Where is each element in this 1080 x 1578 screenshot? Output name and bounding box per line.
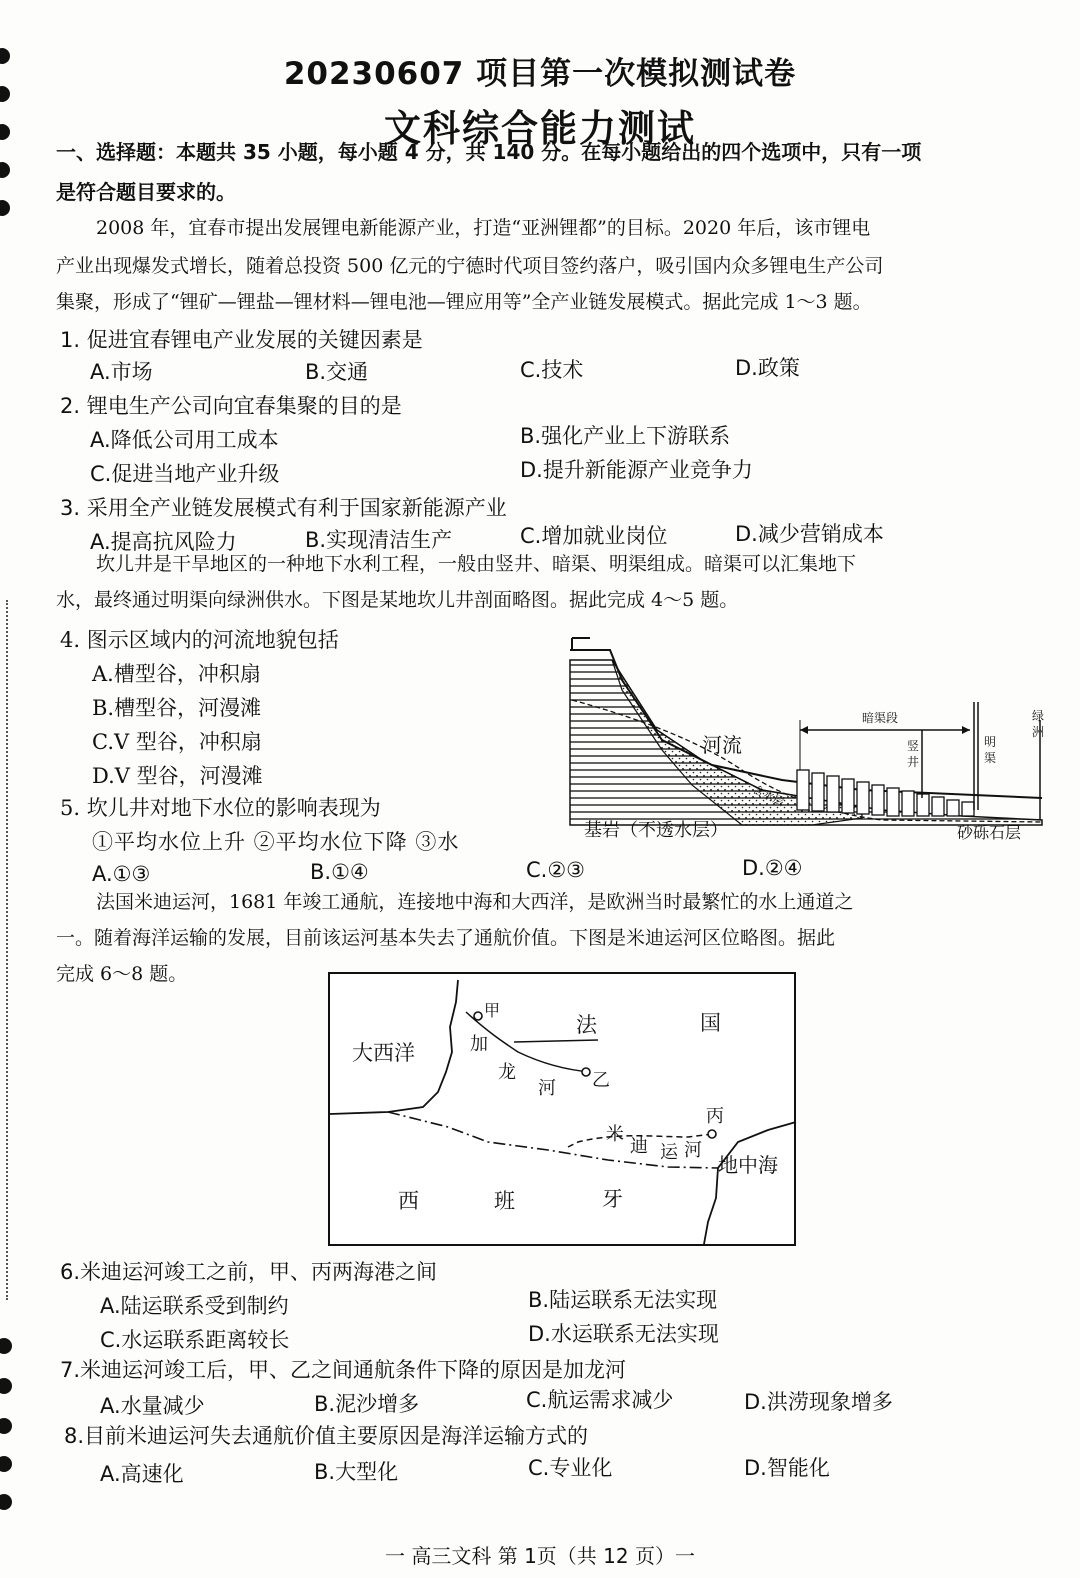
exam-title: 20230607 项目第一次模拟测试卷 bbox=[283, 56, 797, 92]
port-jia-marker bbox=[474, 1012, 482, 1020]
label-garonne-2: 龙 bbox=[498, 1062, 516, 1083]
binding-hole bbox=[0, 1338, 12, 1354]
port-yi-marker bbox=[582, 1068, 590, 1076]
label-yi: 乙 bbox=[592, 1070, 610, 1091]
passage-3-line: 法国米迪运河，1681 年竣工通航，连接地中海和大西洋，是欧洲当时最繁忙的水上通道之 bbox=[96, 891, 854, 913]
label-oasis: 绿洲 bbox=[1032, 709, 1045, 739]
q8-option-c: C.专业化 bbox=[528, 1456, 613, 1480]
binding-hole bbox=[0, 200, 10, 216]
label-garonne-1: 加 bbox=[470, 1034, 488, 1055]
midi-canal-location-map bbox=[328, 972, 798, 1248]
label-canal-4: 河 bbox=[684, 1140, 702, 1161]
q1-option-b: B.交通 bbox=[305, 360, 369, 384]
q3-option-b: B.实现清洁生产 bbox=[305, 528, 453, 552]
binding-hole bbox=[0, 162, 10, 178]
label-france-2: 国 bbox=[700, 1011, 721, 1035]
question-6-stem: 6.米迪运河竣工之前，甲、丙两海港之间 bbox=[60, 1260, 438, 1284]
label-atlantic: 大西洋 bbox=[352, 1041, 415, 1065]
binding-hole bbox=[0, 1378, 12, 1394]
question-7-stem: 7.米迪运河竣工后，甲、乙之间通航条件下降的原因是加龙河 bbox=[60, 1358, 627, 1382]
q4-option-b: B.槽型谷，河漫滩 bbox=[92, 696, 262, 720]
q7-option-c: C.航运需求减少 bbox=[526, 1388, 674, 1412]
question-5-stem: 5. 坎儿井对地下水位的影响表现为 bbox=[60, 796, 381, 820]
passage-2-line: 水，最终通过明渠向绿洲供水。下图是某地坎儿井剖面略图。据此完成 4～5 题。 bbox=[56, 589, 739, 611]
passage-1-line: 产业出现爆发式增长，随着总投资 500 亿元的宁德时代项目签约落户，吸引国内众多锂电生产公司 bbox=[56, 255, 884, 277]
q8-option-a: A.高速化 bbox=[100, 1462, 184, 1486]
label-spain-1: 西 bbox=[398, 1189, 419, 1213]
q1-option-d: D.政策 bbox=[735, 356, 800, 380]
label-spain-2: 班 bbox=[494, 1189, 515, 1213]
kanerjing-cross-section-diagram bbox=[562, 620, 1062, 860]
label-bing: 丙 bbox=[706, 1106, 724, 1127]
passage-2-line: 坎儿井是干旱地区的一种地下水利工程，一般由竖井、暗渠、明渠组成。暗渠可以汇集地下 bbox=[96, 553, 857, 575]
page-footer: 一 高三文科 第 1页（共 12 页）一 bbox=[385, 1544, 695, 1568]
label-garonne-3: 河 bbox=[538, 1078, 556, 1099]
question-2-stem: 2. 锂电生产公司向宜春集聚的目的是 bbox=[60, 394, 402, 418]
label-spain-3: 牙 bbox=[602, 1187, 623, 1211]
label-gravel: 砂砾石层 bbox=[957, 823, 1022, 842]
label-mediterranean: 地中海 bbox=[718, 1153, 778, 1177]
q3-option-a: A.提高抗风险力 bbox=[90, 530, 237, 554]
binding-hole bbox=[0, 1494, 12, 1510]
passage-3-line: 完成 6～8 题。 bbox=[56, 963, 188, 985]
q5-option-b: B.①④ bbox=[310, 860, 369, 884]
label-shaft: 竖井 bbox=[907, 739, 920, 769]
label-mingqu: 明渠 bbox=[984, 735, 997, 765]
q4-option-d: D.V 型谷，河漫滩 bbox=[92, 764, 263, 788]
label-canal-3: 运 bbox=[660, 1142, 678, 1163]
question-8-stem: 8.目前米迪运河失去通航价值主要原因是海洋运输方式的 bbox=[64, 1424, 589, 1448]
label-aquifer: 含水层 bbox=[750, 782, 787, 809]
q7-option-a: A.水量减少 bbox=[100, 1394, 205, 1418]
q1-option-c: C.技术 bbox=[520, 358, 584, 382]
section-heading: 一、选择题：本题共 35 小题，每小题 4 分，共 140 分。在每小题给出的四个选项中，只有一项 bbox=[56, 140, 922, 164]
q2-option-a: A.降低公司用工成本 bbox=[90, 428, 279, 452]
q5-option-d: D.②④ bbox=[742, 856, 803, 880]
q4-option-c: C.V 型谷，冲积扇 bbox=[92, 730, 262, 754]
label-canal-2: 迪 bbox=[630, 1136, 648, 1157]
q2-option-b: B.强化产业上下游联系 bbox=[520, 424, 731, 448]
q4-option-a: A.槽型谷，冲积扇 bbox=[92, 662, 261, 686]
q5-option-a: A.①③ bbox=[92, 862, 151, 886]
label-bedrock: 基岩（不透水层） bbox=[584, 820, 728, 841]
label-river: 河流 bbox=[702, 733, 742, 757]
q5-option-c: C.②③ bbox=[526, 858, 585, 882]
port-bing-marker bbox=[708, 1130, 716, 1138]
exam-subtitle: 文科综合能力测试 bbox=[384, 107, 696, 150]
q6-option-a: A.陆运联系受到制约 bbox=[100, 1294, 289, 1318]
passage-1-line: 2008 年，宜春市提出发展锂电新能源产业，打造“亚洲锂都”的目标。2020 年后，该市锂电 bbox=[96, 217, 871, 239]
passage-1-line: 集聚，形成了“锂矿—锂盐—锂材料—锂电池—锂应用等”全产业链发展模式。据此完成 1～3 题。 bbox=[56, 291, 872, 313]
q3-option-c: C.增加就业岗位 bbox=[520, 524, 668, 548]
label-france-1: 法 bbox=[576, 1013, 597, 1037]
q1-option-a: A.市场 bbox=[90, 360, 153, 384]
q2-option-d: D.提升新能源产业竞争力 bbox=[520, 458, 753, 482]
q7-option-b: B.泥沙增多 bbox=[314, 1392, 420, 1416]
question-4-stem: 4. 图示区域内的河流地貌包括 bbox=[60, 628, 339, 652]
label-anqu-section: 暗渠段 bbox=[862, 711, 899, 725]
question-1-stem: 1. 促进宜春锂电产业发展的关键因素是 bbox=[60, 328, 423, 352]
q6-option-d: D.水运联系无法实现 bbox=[528, 1322, 719, 1346]
q8-option-d: D.智能化 bbox=[744, 1456, 830, 1480]
q7-option-d: D.洪涝现象增多 bbox=[744, 1390, 893, 1414]
label-canal-1: 米 bbox=[606, 1124, 624, 1145]
passage-3-line: 一。随着海洋运输的发展，目前该运河基本失去了通航价值。下图是米迪运河区位略图。据此 bbox=[56, 927, 836, 949]
binding-hole bbox=[0, 1456, 12, 1472]
q2-option-c: C.促进当地产业升级 bbox=[90, 462, 280, 486]
binding-hole bbox=[0, 1418, 12, 1434]
question-3-stem: 3. 采用全产业链发展模式有利于国家新能源产业 bbox=[60, 496, 507, 520]
q3-option-d: D.减少营销成本 bbox=[735, 522, 884, 546]
q8-option-b: B.大型化 bbox=[314, 1460, 399, 1484]
q5-statements: ①平均水位上升 ②平均水位下降 ③水 bbox=[92, 830, 460, 854]
section-heading-cont: 是符合题目要求的。 bbox=[56, 180, 236, 204]
binding-dotted-line bbox=[6, 600, 8, 1300]
q6-option-b: B.陆运联系无法实现 bbox=[528, 1288, 718, 1312]
label-jia: 甲 bbox=[484, 1001, 501, 1020]
q6-option-c: C.水运联系距离较长 bbox=[100, 1328, 290, 1352]
